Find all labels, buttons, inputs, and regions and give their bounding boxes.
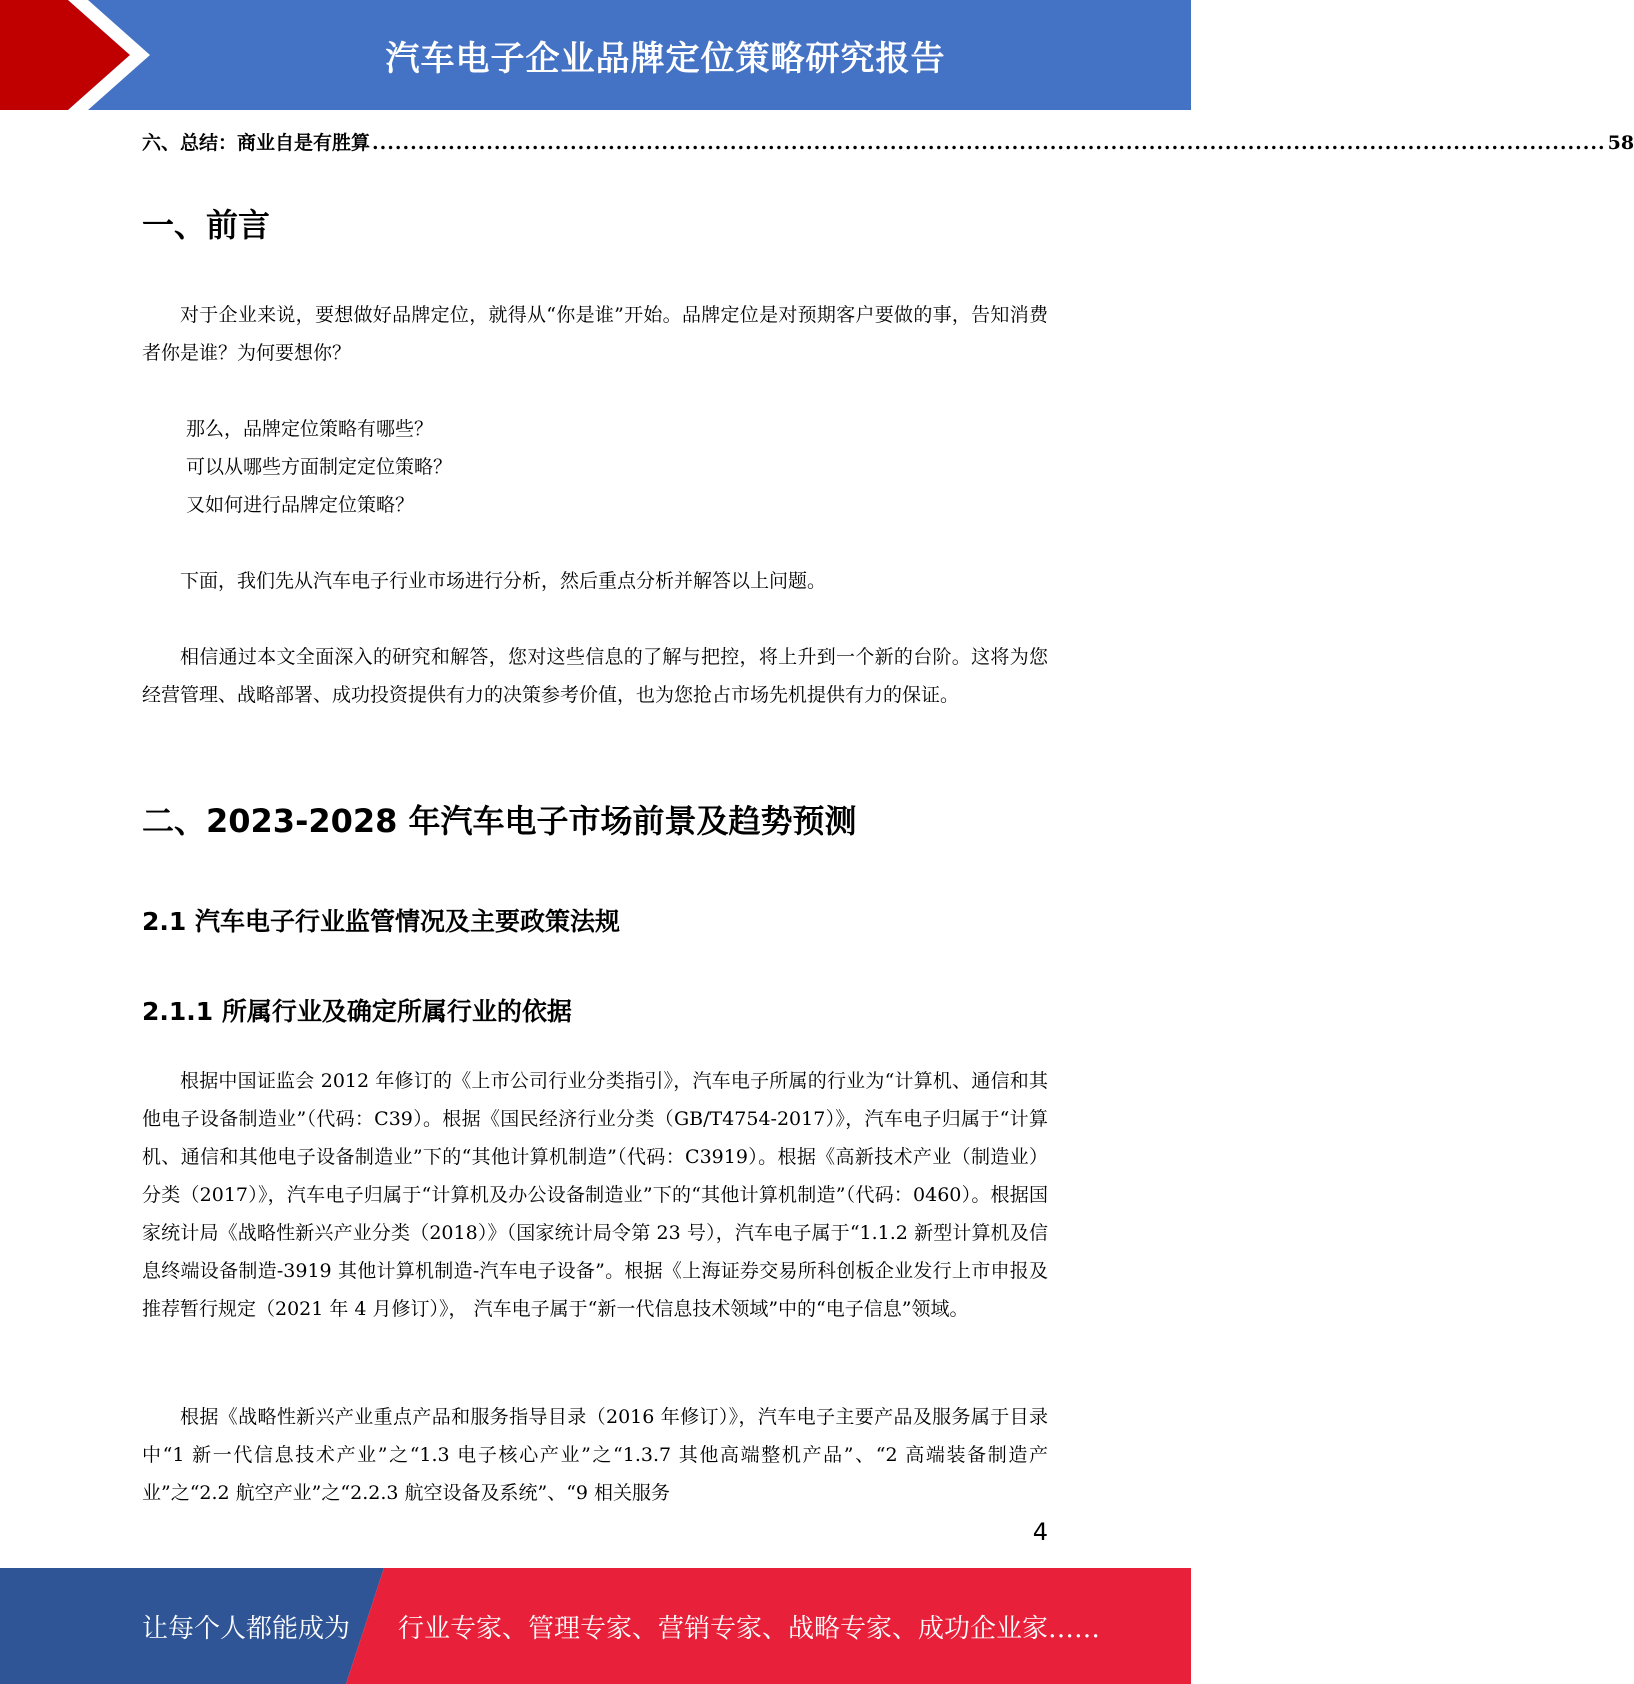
toc-entry-page: 58 [1607, 132, 1634, 154]
toc-leader-dots: .................................................................................................................................................................. [372, 132, 1606, 154]
preface-paragraph-3: 相信通过本文全面深入的研究和解答，您对这些信息的了解与把控，将上升到一个新的台阶。这将为您经营管理、战略部署、成功投资提供有力的决策参考价值，也为您抢占市场先机提供有力的保证。 [142, 646, 1048, 706]
subsection-heading-2-1-1: 2.1.1 所属行业及确定所属行业的依据 [142, 997, 572, 1026]
preface-question-3: 又如何进行品牌定位策略？ [186, 494, 415, 516]
preface-question-2: 可以从哪些方面制定定位策略？ [186, 456, 453, 478]
footer-slogan-left: 让每个人都能成为 [142, 1613, 351, 1644]
report-title: 汽车电子企业品牌定位策略研究报告 [385, 38, 946, 79]
header-chevron-decoration [0, 0, 160, 110]
industry-classification-paragraph: 根据中国证监会 2012 年修订的《上市公司行业分类指引》，汽车电子所属的行业为“计算机、通信和其他电子设备制造业”（代码：C39）。根据《国民经济行业分类（GB/T4754-2017）》，汽车电子归属于“计算机、通信和其他电子设备制造业”下的“其他计算机制造”（代码：C3919）。根据《高新技术产业（制造业）分类（2017）》，汽车电子归属于“计算机及办公设备制造业”下的“其他计算机制造”（代码：0460）。根据国家统计局《战略性新兴产业分类（2018）》（国家统计局令第 23 号），汽车电子属于“1.1.2 新型计算机及信息终端设备制造-3919 其他计算机制造-汽车电子设备”。根据《上海证券交易所科创板企业发行上市申报及推荐暂行规定（2021 年 4 月修订）》， 汽车电子属于“新一代信息技术领域”中的“电子信息”领域。 [142, 1070, 1048, 1320]
toc-entry[interactable] [142, 128, 1634, 160]
footer-slogan-right: 行业专家、管理专家、营销专家、战略专家、成功企业家…… [398, 1613, 1101, 1644]
toc-entry-label: 六、总结：商业自是有胜算 [142, 132, 371, 154]
page-footer [0, 1568, 1191, 1684]
page-header [0, 0, 1191, 110]
section-heading-preface: 一、前言 [142, 206, 271, 244]
page-number: 4 [1032, 1518, 1048, 1546]
preface-paragraph-1: 对于企业来说，要想做好品牌定位，就得从“你是谁”开始。品牌定位是对预期客户要做的事，告知消费者你是谁？为何要想你？ [142, 304, 1048, 364]
strategic-catalog-paragraph: 根据《战略性新兴产业重点产品和服务指导目录（2016 年修订）》，汽车电子主要产品及服务属于目录中“1 新一代信息技术产业”之“1.3 电子核心产业”之“1.3.7 其他高端整机产品”、“2 高端装备制造产业”之“2.2 航空产业”之“2.2.3 航空设备及系统”、“9 相关服务 [142, 1406, 1048, 1504]
section-heading-market-outlook: 二、2023-2028 年汽车电子市场前景及趋势预测 [142, 802, 857, 840]
preface-question-1: 那么，品牌定位策略有哪些？ [186, 418, 434, 440]
preface-paragraph-2: 下面，我们先从汽车电子行业市场进行分析，然后重点分析并解答以上问题。 [180, 570, 827, 592]
subsection-heading-2-1: 2.1 汽车电子行业监管情况及主要政策法规 [142, 907, 620, 936]
